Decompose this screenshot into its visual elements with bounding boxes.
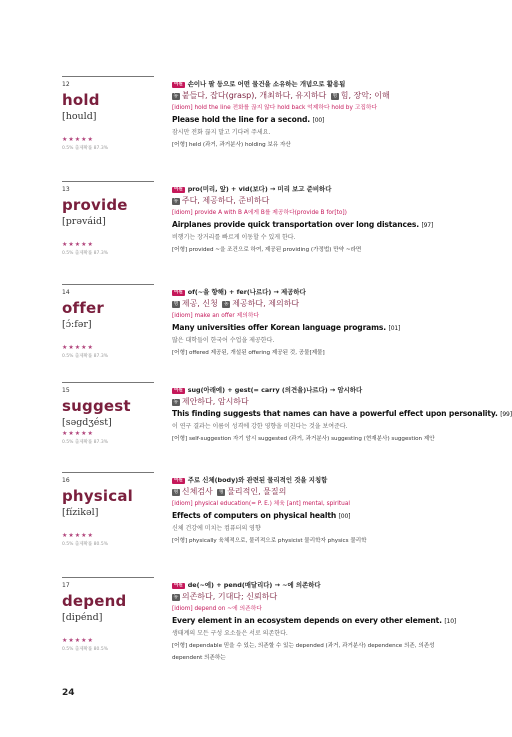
source-ref: [97]: [421, 222, 434, 229]
etymology-badge: 어원: [174, 583, 183, 588]
example-sentence: Effects of computers on physical health [00]: [172, 511, 351, 520]
frequency: 0.5% 출제확률 80.5%: [62, 542, 108, 547]
divider: [62, 382, 154, 383]
entry-details: [172, 78, 490, 151]
etymology-badge: 어원: [174, 187, 183, 192]
frequency: 0.5% 출제확률 80.5%: [62, 647, 108, 652]
headword: physical: [62, 487, 134, 505]
etymology-badge: 어원: [174, 82, 183, 87]
etymology: 어원 주로 신체(body)와 관련된 물리적인 것을 지칭함: [174, 476, 328, 484]
derivatives: [어형] self-suggestion 자기 암시 suggested (과거, 과거분사) suggesting (현재분사) suggestion 제안: [172, 436, 435, 442]
rating-stars: ★★★★★: [62, 136, 94, 143]
source-ref: [99]: [500, 411, 512, 418]
pos-badge: 동: [173, 399, 179, 405]
entry-number: 16: [62, 477, 70, 484]
entry-number: 14: [62, 289, 70, 296]
derivatives: [어형] physically 육체적으로, 물리적으로 physicist 물리학자 physics 물리학: [172, 538, 367, 544]
example-sentence: Please hold the line for a second. [00]: [172, 115, 325, 124]
etymology: 어원 손이나 팔 등으로 어떤 물건을 소유하는 개념으로 활용됨: [174, 80, 346, 88]
pronunciation: [dipénd]: [62, 612, 103, 623]
divider: [62, 577, 154, 578]
entry-number: 13: [62, 186, 70, 193]
meaning-line: 동 붙들다, 잡다(grasp), 개최하다, 유지하다 명 힘, 장악; 이해: [173, 91, 390, 100]
pronunciation: [ɔ́:fər]: [62, 319, 92, 330]
pos-badge: 형: [218, 489, 224, 495]
rating-stars: ★★★★★: [62, 637, 94, 644]
frequency: 0.5% 출제확률 87.3%: [62, 146, 108, 151]
frequency: 0.5% 출제확률 87.3%: [62, 354, 108, 359]
pronunciation: [fízikəl]: [62, 507, 99, 518]
pos-badge: 형: [173, 489, 179, 495]
etymology-badge: 어원: [174, 478, 183, 483]
pos-badge: 동: [223, 301, 229, 307]
pos-badge: 명: [332, 93, 338, 99]
divider: [62, 472, 154, 473]
entry-details: [172, 579, 490, 664]
etymology: 어원 pro(미리, 앞) + vid(보다) → 미리 보고 준비하다: [174, 185, 332, 193]
entry-word-column: [62, 284, 162, 359]
example-sentence: Airplanes provide quick transportation over long distances. [97]: [172, 220, 434, 229]
rating-stars: ★★★★★: [62, 241, 94, 248]
headword: suggest: [62, 397, 131, 415]
etymology: 어원 of(~을 향해) + fer(나르다) → 제공하다: [174, 288, 306, 296]
entry-word-column: [62, 577, 162, 652]
frequency: 0.5% 출제확률 87.3%: [62, 251, 108, 256]
divider: [62, 76, 154, 77]
rating-stars: ★★★★★: [62, 344, 94, 351]
idiom-line: [idiom] make an offer 제의하다: [172, 313, 260, 319]
entry-word-column: [62, 382, 162, 445]
meaning-line: 동 주다, 제공하다, 준비하다: [173, 196, 270, 205]
headword: offer: [62, 299, 104, 317]
entry-number: 12: [62, 81, 70, 88]
idiom-line: [idiom] provide A with B A에게 B를 제공하다(provide B for[to]): [172, 210, 347, 216]
idiom-line: [idiom] hold the line 전화를 끊지 않다 hold back 억제하다 hold by 고집하다: [172, 105, 378, 111]
entry-word-column: [62, 181, 162, 256]
pos-badge: 동: [173, 93, 179, 99]
derivatives: [어형] dependable 믿을 수 있는, 의존할 수 있는 depended (과거, 과거분사) dependence 의존, 의존성: [172, 643, 435, 649]
example-sentence: Many universities offer Korean language programs. [01]: [172, 323, 401, 332]
example-sentence: Every element in an ecosystem depends on every other element. [10]: [172, 616, 457, 625]
etymology: 어원 de(~에) + pend(매달리다) → ~에 의존하다: [174, 581, 321, 589]
translation: 생태계의 모든 구성 요소들은 서로 의존한다.: [172, 630, 288, 637]
translation: 이 연구 결과는 이름이 성격에 강한 영향을 미친다는 것을 보여준다.: [172, 423, 348, 430]
headword: hold: [62, 91, 100, 109]
source-ref: [00]: [312, 117, 325, 124]
divider: [62, 181, 154, 182]
meaning-line: 형 신체검사 형 물리적인, 물질의: [173, 487, 287, 496]
etymology: 어원 sug(아래에) + gest(= carry (의견을)나르다) → 암시하다: [174, 386, 363, 394]
source-ref: [10]: [444, 618, 457, 625]
headword: depend: [62, 592, 127, 610]
meaning-line: 동 의존하다, 기대다; 신뢰하다: [173, 592, 278, 601]
etymology-badge: 어원: [174, 388, 183, 393]
derivatives: [어형] provided ~을 조건으로 하여, 제공된 providing (가정법) 만약 ~라면: [172, 247, 362, 253]
pos-badge: 동: [173, 198, 179, 204]
pronunciation: [prəváid]: [62, 216, 106, 227]
derivatives: [어형] held (과거, 과거분사) holding 보유 자산: [172, 142, 291, 148]
translation: 비행기는 장거리를 빠르게 이동할 수 있게 한다.: [172, 234, 296, 241]
entry-word-column: [62, 76, 162, 151]
entry-number: 15: [62, 387, 70, 394]
translation: 신체 건강에 미치는 컴퓨터의 영향: [172, 525, 261, 532]
pos-badge: 동: [173, 594, 179, 600]
derivatives: [어형] offered 제공된, 개설된 offering 제공된 것, 공물[제물]: [172, 350, 325, 356]
example-sentence: This finding suggests that names can have a powerful effect upon personality. [99]: [172, 409, 512, 418]
meaning-line: 명 제공, 신청 동 제공하다, 제의하다: [173, 299, 300, 308]
rating-stars: ★★★★★: [62, 532, 94, 539]
entry-details: [172, 474, 490, 547]
entry-details: [172, 384, 512, 445]
pronunciation: [səgdʒést]: [62, 417, 112, 428]
page-number: 24: [62, 688, 75, 698]
idiom-line: [idiom] depend on ~에 의존하다: [172, 606, 262, 612]
pronunciation: [hould]: [62, 111, 97, 122]
translation: 잠시만 전화 끊지 말고 기다려 주세요.: [172, 129, 271, 136]
frequency: 0.5% 출제확률 87.3%: [62, 440, 108, 445]
idiom-line: [idiom] physical education(= P. E.) 체육 [ant] mental, spiritual: [172, 501, 351, 507]
meaning-line: 동 제안하다, 암시하다: [173, 397, 249, 406]
divider: [62, 284, 154, 285]
translation: 많은 대학들이 한국어 수업을 제공한다.: [172, 337, 275, 344]
entry-number: 17: [62, 582, 70, 589]
entry-details: [172, 286, 490, 359]
source-ref: [01]: [388, 325, 401, 332]
etymology-badge: 어원: [174, 290, 183, 295]
derivatives-continued: dependent 의존하는: [172, 655, 226, 661]
pos-badge: 명: [173, 301, 179, 307]
source-ref: [00]: [338, 513, 351, 520]
entry-word-column: [62, 472, 162, 547]
headword: provide: [62, 196, 128, 214]
entry-details: [172, 183, 490, 256]
rating-stars: ★★★★★: [62, 430, 94, 437]
